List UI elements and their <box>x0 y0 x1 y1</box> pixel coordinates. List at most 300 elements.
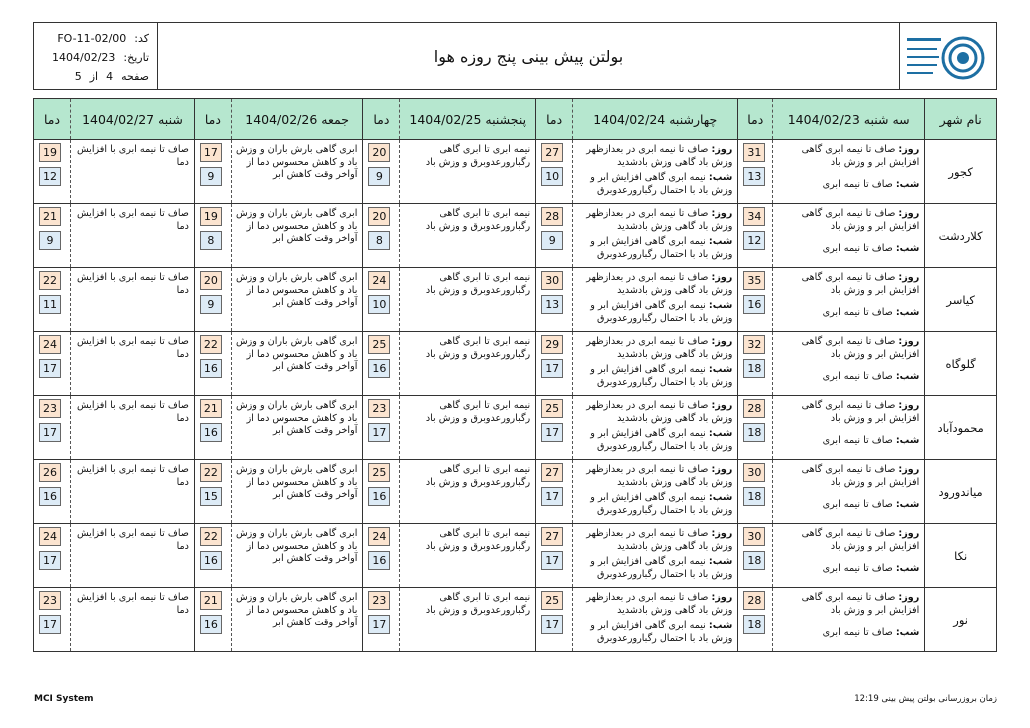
night-text: نیمه ابری گاهی افزایش ابر و وزش باد با احتمال رگبارورعدوبرق <box>590 428 733 452</box>
max-temp: 26 <box>39 463 61 482</box>
night-text: صاف تا نیمه ابری <box>822 499 893 510</box>
day1-column-header: سه شنبه 1404/02/23 <box>773 99 925 140</box>
min-temp: 15 <box>200 487 222 506</box>
temp-cell <box>363 332 400 396</box>
table-row <box>34 332 997 396</box>
night-forecast <box>777 243 919 256</box>
max-temp: 24 <box>39 335 61 354</box>
min-temp: 18 <box>743 423 765 442</box>
night-forecast <box>577 300 732 325</box>
day2-forecast <box>573 460 738 524</box>
temp-cell <box>363 524 400 588</box>
day2-forecast <box>573 204 738 268</box>
city-name: گلوگاه <box>925 332 997 396</box>
date-value: 1404/02/23 <box>52 51 116 64</box>
min-temp: 17 <box>39 551 61 570</box>
max-temp: 29 <box>541 335 563 354</box>
day-label: روز: <box>898 400 920 411</box>
temp-cell <box>34 460 71 524</box>
meteorological-organization-logo-icon <box>905 28 991 84</box>
max-temp: 25 <box>541 399 563 418</box>
max-temp: 19 <box>200 207 222 226</box>
max-temp: 22 <box>200 527 222 546</box>
day-forecast <box>577 208 732 233</box>
code-label: کد: <box>134 32 149 45</box>
day4-forecast: ابری گاهی بارش باران و وزش باد و کاهش محسوس دما از آواخر وقت کاهش ابر <box>231 204 363 268</box>
temp-cell <box>363 204 400 268</box>
temp-cell <box>738 204 773 268</box>
day2-forecast <box>573 524 738 588</box>
day1-forecast <box>773 460 925 524</box>
day-label: روز: <box>898 336 920 347</box>
max-temp: 20 <box>368 207 390 226</box>
day-forecast <box>777 400 919 425</box>
max-temp: 23 <box>39 399 61 418</box>
min-temp: 17 <box>39 359 61 378</box>
temp-cell <box>536 396 573 460</box>
max-temp: 24 <box>39 527 61 546</box>
day3-temp-header: دما <box>363 99 400 140</box>
night-text: صاف تا نیمه ابری <box>822 179 893 190</box>
min-temp: 16 <box>200 423 222 442</box>
min-temp: 12 <box>39 167 61 186</box>
min-temp: 9 <box>200 167 222 186</box>
night-label: شب: <box>708 492 733 503</box>
night-label: شب: <box>895 435 920 446</box>
day4-forecast: ابری گاهی بارش باران و وزش باد و کاهش محسوس دما از آواخر وقت کاهش ابر <box>231 268 363 332</box>
temp-cell <box>34 140 71 204</box>
table-row <box>34 460 997 524</box>
day-forecast <box>577 528 732 553</box>
night-label: شب: <box>895 371 920 382</box>
day5-forecast: صاف تا نیمه ابری با افزایش دما <box>71 140 195 204</box>
min-temp: 16 <box>200 551 222 570</box>
night-forecast <box>777 627 919 640</box>
day-label: روز: <box>711 336 733 347</box>
min-temp: 17 <box>368 615 390 634</box>
night-text: نیمه ابری گاهی افزایش ابر و وزش باد با احتمال رگبارورعدوبرق <box>590 172 733 196</box>
day2-forecast <box>573 140 738 204</box>
temp-cell <box>363 460 400 524</box>
min-temp: 18 <box>743 551 765 570</box>
temp-cell <box>194 588 231 652</box>
night-label: شب: <box>895 179 920 190</box>
min-temp: 16 <box>368 551 390 570</box>
day4-forecast: ابری گاهی بارش باران و وزش باد و کاهش محسوس دما از آواخر وقت کاهش ابر <box>231 396 363 460</box>
temp-cell <box>536 268 573 332</box>
day-forecast <box>577 400 732 425</box>
max-temp: 30 <box>743 527 765 546</box>
max-temp: 21 <box>200 399 222 418</box>
day-forecast <box>777 528 919 553</box>
temp-cell <box>194 332 231 396</box>
day1-forecast <box>773 204 925 268</box>
date-label: تاریخ: <box>123 51 149 64</box>
min-temp: 16 <box>743 295 765 314</box>
temp-cell <box>738 524 773 588</box>
day-label: روز: <box>711 272 733 283</box>
min-temp: 13 <box>743 167 765 186</box>
day2-forecast <box>573 588 738 652</box>
min-temp: 17 <box>39 615 61 634</box>
night-forecast <box>777 435 919 448</box>
min-temp: 17 <box>541 487 563 506</box>
update-time: زمان بروزرسانی بولتن پیش بینی 12:19 <box>854 694 997 704</box>
day5-column-header: شنبه 1404/02/27 <box>71 99 195 140</box>
night-forecast <box>577 620 732 645</box>
day4-forecast: ابری گاهی بارش باران و وزش باد و کاهش محسوس دما از آواخر وقت کاهش ابر <box>231 140 363 204</box>
organization-logo <box>899 23 996 89</box>
day3-forecast: نیمه ابری تا ابری گاهی رگبارورعدوبرق و وزش باد <box>400 268 536 332</box>
max-temp: 20 <box>368 143 390 162</box>
day3-forecast: نیمه ابری تا ابری گاهی رگبارورعدوبرق و وزش باد <box>400 460 536 524</box>
temp-cell <box>34 588 71 652</box>
max-temp: 21 <box>200 591 222 610</box>
day-text: صاف تا نیمه ابری گاهی افزایش ابر و وزش باد <box>801 272 920 296</box>
max-temp: 19 <box>39 143 61 162</box>
day3-forecast: نیمه ابری تا ابری گاهی رگبارورعدوبرق و وزش باد <box>400 524 536 588</box>
day-label: روز: <box>711 208 733 219</box>
day-label: روز: <box>898 464 920 475</box>
min-temp: 18 <box>743 487 765 506</box>
min-temp: 9 <box>368 167 390 186</box>
min-temp: 18 <box>743 359 765 378</box>
day3-forecast: نیمه ابری تا ابری گاهی رگبارورعدوبرق و وزش باد <box>400 204 536 268</box>
table-row <box>34 396 997 460</box>
day-forecast <box>777 592 919 617</box>
day-text: صاف تا نیمه ابری در بعدازظهر وزش باد گاهی وزش بادشدید <box>586 592 733 616</box>
night-text: نیمه ابری گاهی افزایش ابر و وزش باد با احتمال رگبارورعدوبرق <box>590 364 733 388</box>
day-forecast <box>577 592 732 617</box>
temp-cell <box>34 396 71 460</box>
city-name: نکا <box>925 524 997 588</box>
night-text: صاف تا نیمه ابری <box>822 627 893 638</box>
day2-forecast <box>573 396 738 460</box>
max-temp: 23 <box>368 399 390 418</box>
temp-cell <box>738 140 773 204</box>
day3-forecast: نیمه ابری تا ابری گاهی رگبارورعدوبرق و وزش باد <box>400 332 536 396</box>
day5-forecast: صاف تا نیمه ابری با افزایش دما <box>71 524 195 588</box>
day-text: صاف تا نیمه ابری در بعدازظهر وزش باد گاهی وزش بادشدید <box>586 528 733 552</box>
day-label: روز: <box>898 272 920 283</box>
temp-cell <box>536 140 573 204</box>
day-forecast <box>577 464 732 489</box>
temp-cell <box>363 396 400 460</box>
day-forecast <box>577 272 732 297</box>
day5-forecast: صاف تا نیمه ابری با افزایش دما <box>71 268 195 332</box>
table-row <box>34 140 997 204</box>
max-temp: 24 <box>368 271 390 290</box>
max-temp: 35 <box>743 271 765 290</box>
min-temp: 16 <box>39 487 61 506</box>
day4-temp-header: دما <box>194 99 231 140</box>
day4-forecast: ابری گاهی بارش باران و وزش باد و کاهش محسوس دما از آواخر وقت کاهش ابر <box>231 332 363 396</box>
min-temp: 9 <box>39 231 61 250</box>
day3-forecast: نیمه ابری تا ابری گاهی رگبارورعدوبرق و وزش باد <box>400 140 536 204</box>
temp-cell <box>34 332 71 396</box>
day-text: صاف تا نیمه ابری در بعدازظهر وزش باد گاهی وزش بادشدید <box>586 272 733 296</box>
day-text: صاف تا نیمه ابری گاهی افزایش ابر و وزش باد <box>801 336 920 360</box>
night-label: شب: <box>708 300 733 311</box>
day2-temp-header: دما <box>536 99 573 140</box>
max-temp: 20 <box>200 271 222 290</box>
night-text: صاف تا نیمه ابری <box>822 371 893 382</box>
day-text: صاف تا نیمه ابری گاهی افزایش ابر و وزش باد <box>801 400 920 424</box>
night-forecast <box>577 428 732 453</box>
min-temp: 9 <box>200 295 222 314</box>
city-name: کجور <box>925 140 997 204</box>
day-label: روز: <box>711 528 733 539</box>
night-text: صاف تا نیمه ابری <box>822 307 893 318</box>
night-label: شب: <box>708 236 733 247</box>
day5-forecast: صاف تا نیمه ابری با افزایش دما <box>71 396 195 460</box>
night-label: شب: <box>708 620 733 631</box>
night-label: شب: <box>708 556 733 567</box>
min-temp: 16 <box>200 359 222 378</box>
max-temp: 34 <box>743 207 765 226</box>
temp-cell <box>738 460 773 524</box>
day1-forecast <box>773 140 925 204</box>
max-temp: 30 <box>743 463 765 482</box>
day-text: صاف تا نیمه ابری در بعدازظهر وزش باد گاهی وزش بادشدید <box>586 144 733 168</box>
max-temp: 25 <box>368 335 390 354</box>
day-label: روز: <box>711 464 733 475</box>
temp-cell <box>194 204 231 268</box>
temp-cell <box>536 332 573 396</box>
day1-forecast <box>773 396 925 460</box>
min-temp: 10 <box>368 295 390 314</box>
temp-cell <box>194 524 231 588</box>
temp-cell <box>738 268 773 332</box>
min-temp: 16 <box>200 615 222 634</box>
min-temp: 17 <box>368 423 390 442</box>
day4-forecast: ابری گاهی بارش باران و وزش باد و کاهش محسوس دما از آواخر وقت کاهش ابر <box>231 524 363 588</box>
night-text: نیمه ابری گاهی افزایش ابر و وزش باد با احتمال رگبارورعدوبرق <box>590 620 733 644</box>
table-header-row <box>34 99 997 140</box>
max-temp: 28 <box>541 207 563 226</box>
day-text: صاف تا نیمه ابری گاهی افزایش ابر و وزش باد <box>801 208 920 232</box>
day-label: روز: <box>711 144 733 155</box>
max-temp: 27 <box>541 463 563 482</box>
max-temp: 22 <box>200 463 222 482</box>
night-label: شب: <box>708 364 733 375</box>
min-temp: 16 <box>368 359 390 378</box>
city-name: میاندورود <box>925 460 997 524</box>
day-forecast <box>777 144 919 169</box>
night-text: صاف تا نیمه ابری <box>822 243 893 254</box>
day5-forecast: صاف تا نیمه ابری با افزایش دما <box>71 460 195 524</box>
forecast-table <box>33 98 997 652</box>
night-forecast <box>577 236 732 261</box>
temp-cell <box>363 268 400 332</box>
day-text: صاف تا نیمه ابری در بعدازظهر وزش باد گاهی وزش بادشدید <box>586 400 733 424</box>
temp-cell <box>34 524 71 588</box>
max-temp: 25 <box>541 591 563 610</box>
day2-forecast <box>573 268 738 332</box>
temp-cell <box>536 588 573 652</box>
city-name: کلاردشت <box>925 204 997 268</box>
page-of: از <box>89 70 99 83</box>
day5-forecast: صاف تا نیمه ابری با افزایش دما <box>71 204 195 268</box>
night-text: نیمه ابری گاهی افزایش ابر و وزش باد با احتمال رگبارورعدوبرق <box>590 236 733 260</box>
min-temp: 8 <box>200 231 222 250</box>
max-temp: 28 <box>743 399 765 418</box>
day2-forecast <box>573 332 738 396</box>
day-text: صاف تا نیمه ابری در بعدازظهر وزش باد گاهی وزش بادشدید <box>586 464 733 488</box>
bulletin-header <box>33 22 997 90</box>
temp-cell <box>536 460 573 524</box>
day-text: صاف تا نیمه ابری گاهی افزایش ابر و وزش باد <box>801 592 920 616</box>
night-text: نیمه ابری گاهی افزایش ابر و وزش باد با احتمال رگبارورعدوبرق <box>590 492 733 516</box>
night-label: شب: <box>708 428 733 439</box>
max-temp: 22 <box>39 271 61 290</box>
night-forecast <box>577 492 732 517</box>
temp-cell <box>194 396 231 460</box>
page-total: 5 <box>74 70 82 83</box>
night-label: شب: <box>895 307 920 318</box>
min-temp: 17 <box>541 615 563 634</box>
temp-cell <box>363 588 400 652</box>
night-forecast <box>777 499 919 512</box>
max-temp: 23 <box>368 591 390 610</box>
day4-forecast: ابری گاهی بارش باران و وزش باد و کاهش محسوس دما از آواخر وقت کاهش ابر <box>231 460 363 524</box>
day3-column-header: پنجشنبه 1404/02/25 <box>400 99 536 140</box>
night-text: صاف تا نیمه ابری <box>822 435 893 446</box>
day3-forecast: نیمه ابری تا ابری گاهی رگبارورعدوبرق و وزش باد <box>400 588 536 652</box>
min-temp: 18 <box>743 615 765 634</box>
day5-forecast: صاف تا نیمه ابری با افزایش دما <box>71 588 195 652</box>
city-name: محمودآباد <box>925 396 997 460</box>
day-forecast <box>777 464 919 489</box>
day5-forecast: صاف تا نیمه ابری با افزایش دما <box>71 332 195 396</box>
day5-temp-header: دما <box>34 99 71 140</box>
max-temp: 27 <box>541 527 563 546</box>
night-text: صاف تا نیمه ابری <box>822 563 893 574</box>
city-name: کیاسر <box>925 268 997 332</box>
min-temp: 11 <box>39 295 61 314</box>
night-label: شب: <box>895 563 920 574</box>
day-label: روز: <box>898 528 920 539</box>
temp-cell <box>363 140 400 204</box>
temp-cell <box>194 140 231 204</box>
max-temp: 24 <box>368 527 390 546</box>
day2-column-header: چهارشنبه 1404/02/24 <box>573 99 738 140</box>
day3-forecast: نیمه ابری تا ابری گاهی رگبارورعدوبرق و وزش باد <box>400 396 536 460</box>
temp-cell <box>738 332 773 396</box>
temp-cell <box>194 268 231 332</box>
night-text: نیمه ابری گاهی افزایش ابر و وزش باد با احتمال رگبارورعدوبرق <box>590 556 733 580</box>
temp-cell <box>34 204 71 268</box>
temp-cell <box>194 460 231 524</box>
city-column-header: نام شهر <box>925 99 997 140</box>
page-title: بولتن پیش بینی پنج روزه هوا <box>433 46 624 66</box>
day-text: صاف تا نیمه ابری در بعدازظهر وزش باد گاهی وزش بادشدید <box>586 208 733 232</box>
max-temp: 21 <box>39 207 61 226</box>
max-temp: 32 <box>743 335 765 354</box>
day-text: صاف تا نیمه ابری گاهی افزایش ابر و وزش باد <box>801 144 920 168</box>
system-name: MCI System <box>34 694 94 704</box>
day1-forecast <box>773 268 925 332</box>
min-temp: 17 <box>541 359 563 378</box>
day-label: روز: <box>711 400 733 411</box>
day1-temp-header: دما <box>738 99 773 140</box>
day-forecast <box>577 144 732 169</box>
code-value: FO-11-02/00 <box>57 32 127 45</box>
night-forecast <box>777 563 919 576</box>
night-forecast <box>777 179 919 192</box>
min-temp: 17 <box>39 423 61 442</box>
day1-forecast <box>773 588 925 652</box>
night-forecast <box>777 307 919 320</box>
day4-column-header: جمعه 1404/02/26 <box>231 99 363 140</box>
night-label: شب: <box>895 499 920 510</box>
max-temp: 23 <box>39 591 61 610</box>
min-temp: 10 <box>541 167 563 186</box>
temp-cell <box>536 204 573 268</box>
temp-cell <box>34 268 71 332</box>
day-forecast <box>577 336 732 361</box>
night-label: شب: <box>708 172 733 183</box>
table-row <box>34 588 997 652</box>
max-temp: 25 <box>368 463 390 482</box>
page-number: 4 <box>106 70 114 83</box>
min-temp: 17 <box>541 423 563 442</box>
min-temp: 12 <box>743 231 765 250</box>
night-forecast <box>577 172 732 197</box>
max-temp: 22 <box>200 335 222 354</box>
night-text: نیمه ابری گاهی افزایش ابر و وزش باد با احتمال رگبارورعدوبرق <box>590 300 733 324</box>
min-temp: 9 <box>541 231 563 250</box>
max-temp: 30 <box>541 271 563 290</box>
day-label: روز: <box>898 144 920 155</box>
temp-cell <box>536 524 573 588</box>
day1-forecast <box>773 524 925 588</box>
min-temp: 16 <box>368 487 390 506</box>
night-forecast <box>777 371 919 384</box>
max-temp: 28 <box>743 591 765 610</box>
day-label: روز: <box>898 208 920 219</box>
max-temp: 17 <box>200 143 222 162</box>
day-label: روز: <box>898 592 920 603</box>
min-temp: 17 <box>541 551 563 570</box>
night-forecast <box>577 556 732 581</box>
document-code-block <box>34 23 158 89</box>
city-name: نور <box>925 588 997 652</box>
table-row <box>34 204 997 268</box>
day1-forecast <box>773 332 925 396</box>
table-row <box>34 524 997 588</box>
day-text: صاف تا نیمه ابری گاهی افزایش ابر و وزش باد <box>801 528 920 552</box>
temp-cell <box>738 588 773 652</box>
day4-forecast: ابری گاهی بارش باران و وزش باد و کاهش محسوس دما از آواخر وقت کاهش ابر <box>231 588 363 652</box>
day-label: روز: <box>711 592 733 603</box>
min-temp: 13 <box>541 295 563 314</box>
night-label: شب: <box>895 243 920 254</box>
min-temp: 8 <box>368 231 390 250</box>
temp-cell <box>738 396 773 460</box>
table-row <box>34 268 997 332</box>
day-forecast <box>777 336 919 361</box>
day-text: صاف تا نیمه ابری گاهی افزایش ابر و وزش باد <box>801 464 920 488</box>
night-label: شب: <box>895 627 920 638</box>
day-text: صاف تا نیمه ابری در بعدازظهر وزش باد گاهی وزش بادشدید <box>586 336 733 360</box>
max-temp: 27 <box>541 143 563 162</box>
day-forecast <box>777 272 919 297</box>
max-temp: 31 <box>743 143 765 162</box>
night-forecast <box>577 364 732 389</box>
page-label: صفحه <box>121 70 149 83</box>
day-forecast <box>777 208 919 233</box>
